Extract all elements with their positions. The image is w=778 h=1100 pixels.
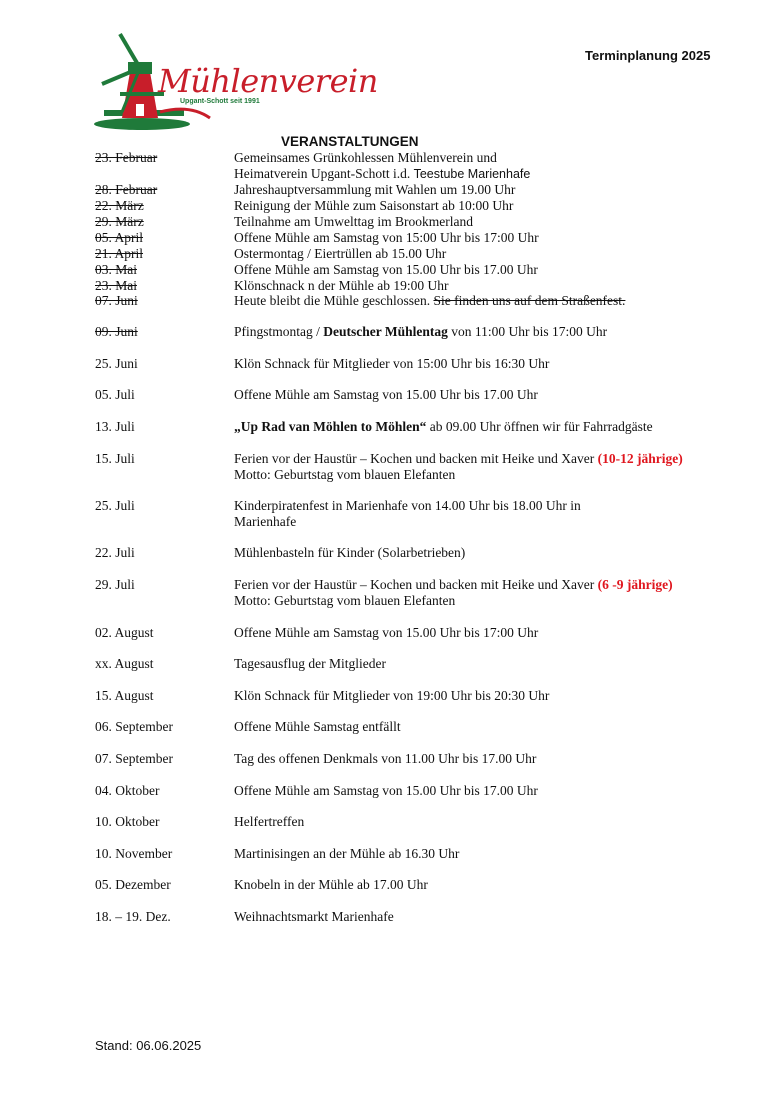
event-text: Offene Mühle am Samstag von 15:00 Uhr bis 17:00 Uhr: [234, 230, 539, 245]
event-text: Weihnachtsmarkt Marienhafe: [234, 909, 394, 924]
event-date: 15. August: [95, 688, 154, 703]
event-text: Marienhafe: [234, 514, 297, 529]
age-group-badge: (10-12 jährige): [597, 451, 683, 466]
event-text: Klön Schnack für Mitglieder von 15:00 Uhr bis 16:30 Uhr: [234, 356, 550, 371]
event-date: 23. Februar: [95, 150, 158, 165]
section-title: VERANSTALTUNGEN: [281, 134, 419, 149]
event-text: Offene Mühle am Samstag von 15.00 Uhr bis 17.00 Uhr: [234, 262, 538, 277]
event-date: 09. Juni: [95, 324, 138, 339]
event-date: 10. Oktober: [95, 814, 160, 829]
event-text: Kinderpiratenfest in Marienhafe von 14.00 Uhr bis 18.00 Uhr in: [234, 498, 581, 513]
event-text: Helfertreffen: [234, 814, 305, 829]
plan-title: Terminplanung 2025: [585, 48, 711, 63]
event-date: 07. September: [95, 751, 173, 766]
logo-subtitle: Upgant-Schott seit 1991: [180, 98, 260, 105]
event-text: Offene Mühle Samstag entfällt: [234, 719, 401, 734]
event-text: Pfingstmontag /: [234, 324, 324, 339]
age-group-badge: (6 -9 jährige): [597, 577, 673, 592]
event-date: 29. März: [95, 214, 144, 229]
event-text: Offene Mühle am Samstag von 15.00 Uhr bis 17.00 Uhr: [234, 387, 538, 402]
logo-wordmark: Mühlenverein: [158, 62, 378, 100]
event-date: 05. Juli: [95, 387, 135, 402]
event-date: 25. Juni: [95, 356, 138, 371]
event-date: 07. Juni: [95, 293, 138, 308]
event-text: Jahreshauptversammlung mit Wahlen um 19.00 Uhr: [234, 182, 516, 197]
event-text: Heute bleibt die Mühle geschlossen.: [234, 293, 434, 308]
event-date: 05. Dezember: [95, 877, 171, 892]
event-text: Motto: Geburtstag vom blauen Elefanten: [234, 593, 456, 608]
event-date: 04. Oktober: [95, 783, 160, 798]
event-text: Reinigung der Mühle zum Saisonstart ab 10:00 Uhr: [234, 198, 514, 213]
event-date: xx. August: [95, 656, 154, 671]
event-date: 06. September: [95, 719, 173, 734]
event-text: Motto: Geburtstag vom blauen Elefanten: [234, 467, 456, 482]
event-text: Teilnahme am Umwelttag im Brookmerland: [234, 214, 473, 229]
event-text: Ferien vor der Haustür – Kochen und backen mit Heike und Xaver: [234, 577, 598, 592]
event-text: Klönschnack n der Mühle ab 19:00 Uhr: [234, 278, 449, 293]
event-date: 28. Februar: [95, 182, 158, 197]
event-date: 13. Juli: [95, 419, 135, 434]
event-text: Klön Schnack für Mitglieder von 19:00 Uhr bis 20:30 Uhr: [234, 688, 550, 703]
event-text: Heimatverein Upgant-Schott i.d.: [234, 166, 414, 181]
event-date: 03. Mai: [95, 262, 137, 277]
event-date: 22. März: [95, 198, 144, 213]
event-text: ab 09.00 Uhr öffnen wir für Fahrradgäste: [426, 419, 653, 434]
event-text-venue: Teestube Marienhafe: [413, 167, 531, 181]
event-text: Knobeln in der Mühle ab 17.00 Uhr: [234, 877, 428, 892]
event-text: Martinisingen an der Mühle ab 16.30 Uhr: [234, 846, 460, 861]
event-date: 25. Juli: [95, 498, 135, 513]
event-date: 15. Juli: [95, 451, 135, 466]
event-text: Tagesausflug der Mitglieder: [234, 656, 387, 671]
event-text: Gemeinsames Grünkohlessen Mühlenverein und: [234, 150, 497, 165]
event-date: 02. August: [95, 625, 154, 640]
event-text: Offene Mühle am Samstag von 15.00 Uhr bis 17:00 Uhr: [234, 625, 539, 640]
event-date: 10. November: [95, 846, 173, 861]
event-text: Offene Mühle am Samstag von 15.00 Uhr bis 17.00 Uhr: [234, 783, 538, 798]
event-text: Tag des offenen Denkmals von 11.00 Uhr bis 17.00 Uhr: [234, 751, 537, 766]
event-text: Mühlenbasteln für Kinder (Solarbetrieben): [234, 545, 466, 560]
event-text-cancelled: Sie finden uns auf dem Straßenfest.: [433, 293, 626, 308]
event-date: 29. Juli: [95, 577, 135, 592]
event-date: 21. April: [95, 246, 144, 261]
footer-stand-date: Stand: 06.06.2025: [95, 1038, 202, 1053]
event-date: 05. April: [95, 230, 144, 245]
event-text-highlight: „Up Rad van Möhlen to Möhlen“: [234, 419, 427, 434]
event-date: 23. Mai: [95, 278, 137, 293]
event-date: 18. – 19. Dez.: [95, 909, 171, 924]
event-text-highlight: Deutscher Mühlentag: [323, 324, 448, 339]
event-text: Ferien vor der Haustür – Kochen und backen mit Heike und Xaver: [234, 451, 598, 466]
event-date: 22. Juli: [95, 545, 135, 560]
event-text: von 11:00 Uhr bis 17:00 Uhr: [447, 324, 608, 339]
event-text: Ostermontag / Eiertrüllen ab 15.00 Uhr: [234, 246, 447, 261]
